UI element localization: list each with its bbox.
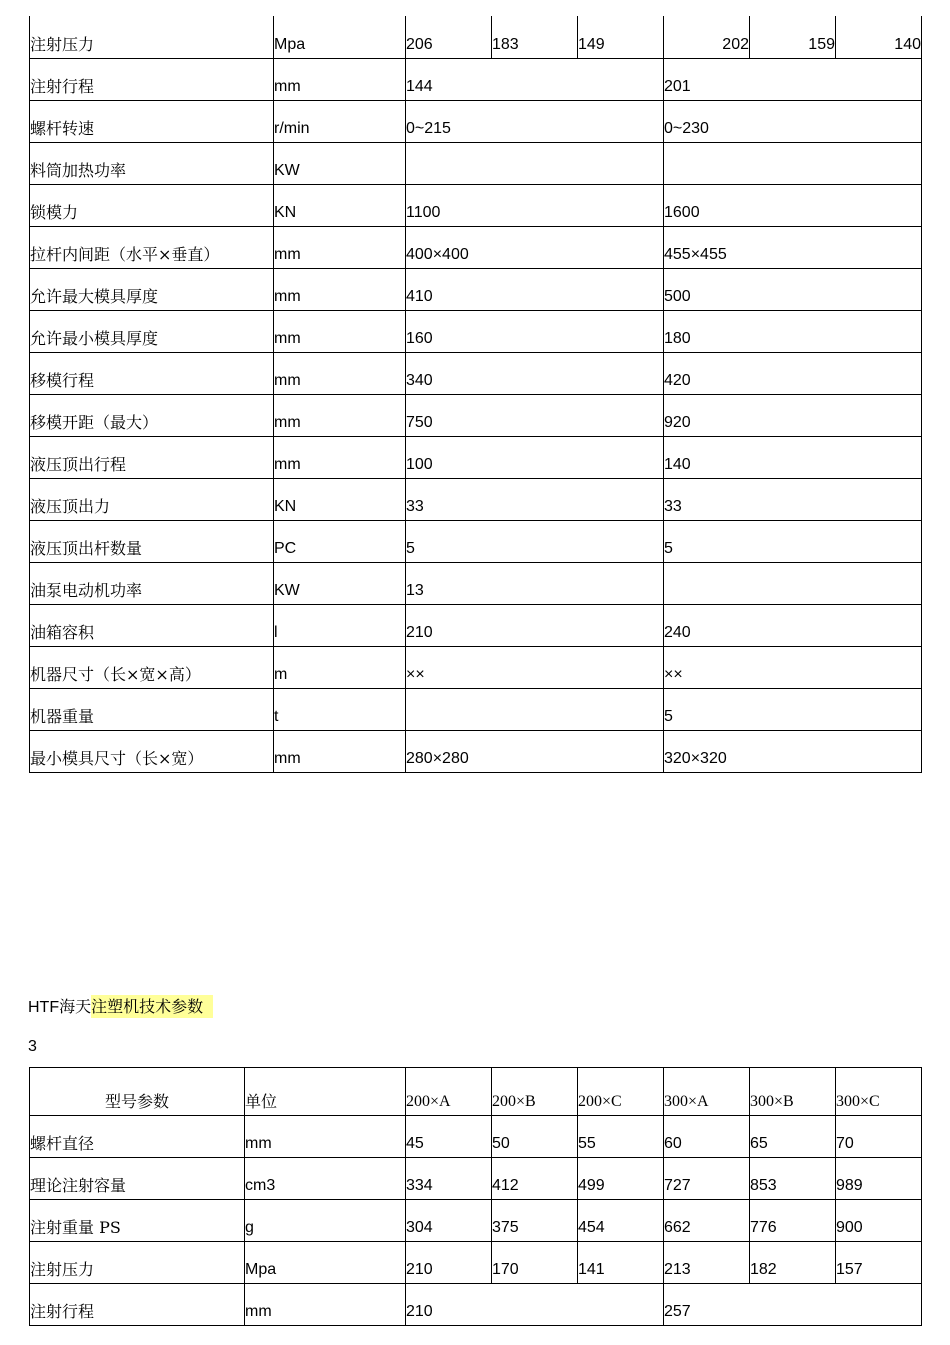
value-cell: 213 [664,1242,750,1284]
header-model-cell: 300×A [664,1068,750,1116]
value-cell: 33 [406,478,664,520]
table-row [30,142,922,184]
value-cell: 141 [578,1242,664,1284]
value-cell: 500 [664,268,922,310]
value-cell [664,562,922,604]
value-cell [664,142,922,184]
header-model-cell: 200×C [578,1068,664,1116]
page-number: 3 [28,1038,37,1055]
unit-cell: m [274,646,406,688]
value-cell: 334 [406,1158,492,1200]
param-cell: 允许最大模具厚度 [30,268,274,310]
value-cell: 340 [406,352,664,394]
value-cell: 144 [406,58,664,100]
unit-cell: mm [274,310,406,352]
table-row [30,646,922,688]
unit-cell: mm [245,1284,406,1326]
unit-cell: mm [274,436,406,478]
value-cell: 5 [406,520,664,562]
table-row [30,520,922,562]
value-cell: 50 [492,1116,578,1158]
unit-cell: cm3 [245,1158,406,1200]
value-cell: 45 [406,1116,492,1158]
value-cell: 662 [664,1200,750,1242]
value-cell: 920 [664,394,922,436]
unit-cell: mm [274,394,406,436]
header-model-cell: 300×C [836,1068,922,1116]
unit-cell: KW [274,142,406,184]
value-cell: 499 [578,1158,664,1200]
header-unit-cell: 单位 [245,1068,406,1116]
unit-cell: mm [274,58,406,100]
table-header-row [30,1068,922,1116]
unit-cell: KN [274,184,406,226]
value-cell: 180 [664,310,922,352]
value-cell: 13 [406,562,664,604]
value-cell: 304 [406,1200,492,1242]
value-cell: 412 [492,1158,578,1200]
value-cell: 5 [664,688,922,730]
unit-cell: l [274,604,406,646]
value-cell: ×× [664,646,922,688]
value-cell: 5 [664,520,922,562]
value-cell: 210 [406,1284,664,1326]
value-cell: 182 [750,1242,836,1284]
table-row [30,352,922,394]
unit-cell: mm [274,730,406,772]
value-cell: 420 [664,352,922,394]
table-row [30,184,922,226]
table-row [30,268,922,310]
unit-cell: KN [274,478,406,520]
unit-cell: PC [274,520,406,562]
unit-cell: Mpa [274,16,406,58]
unit-cell: Mpa [245,1242,406,1284]
title-prefix: HTF海天 [28,999,92,1016]
table-row [30,58,922,100]
value-cell: 0~230 [664,100,922,142]
header-param-cell: 型号参数 [30,1068,245,1116]
value-cell: 210 [406,1242,492,1284]
table-row [30,1242,922,1284]
param-cell: 移模行程 [30,352,274,394]
param-cell: 液压顶出行程 [30,436,274,478]
table-row [30,478,922,520]
value-cell: 320×320 [664,730,922,772]
header-model-cell: 200×A [406,1068,492,1116]
value-cell: 455×455 [664,226,922,268]
value-cell: 375 [492,1200,578,1242]
unit-cell: g [245,1200,406,1242]
param-cell: 注射压力 [30,1242,245,1284]
value-cell: 454 [578,1200,664,1242]
value-cell: 853 [750,1158,836,1200]
table-row [30,226,922,268]
table-row [30,604,922,646]
param-cell: 料筒加热功率 [30,142,274,184]
table-row [30,16,922,58]
param-cell: 螺杆直径 [30,1116,245,1158]
param-cell: 注射重量 PS [30,1200,245,1242]
header-model-cell: 300×B [750,1068,836,1116]
unit-cell: mm [274,226,406,268]
title-highlight: 注塑机技术参数 [91,995,213,1018]
value-cell: 65 [750,1116,836,1158]
value-cell: 280×280 [406,730,664,772]
value-cell: 900 [836,1200,922,1242]
value-cell: 202 [664,16,750,58]
value-cell: 70 [836,1116,922,1158]
value-cell: 989 [836,1158,922,1200]
value-cell: 400×400 [406,226,664,268]
param-cell: 油泵电动机功率 [30,562,274,604]
table-row [30,1200,922,1242]
param-cell: 锁模力 [30,184,274,226]
param-cell: 理论注射容量 [30,1158,245,1200]
table-row [30,1284,922,1326]
value-cell: 159 [750,16,836,58]
value-cell: 750 [406,394,664,436]
param-cell: 机器尺寸（长×宽×高） [30,646,274,688]
value-cell: 55 [578,1116,664,1158]
value-cell: 160 [406,310,664,352]
param-cell: 最小模具尺寸（长×宽） [30,730,274,772]
unit-cell: KW [274,562,406,604]
param-cell: 液压顶出力 [30,478,274,520]
value-cell: 257 [664,1284,922,1326]
value-cell: 0~215 [406,100,664,142]
unit-cell: r/min [274,100,406,142]
param-cell: 液压顶出杆数量 [30,520,274,562]
table-row [30,562,922,604]
unit-cell: t [274,688,406,730]
param-cell: 移模开距（最大） [30,394,274,436]
value-cell: 170 [492,1242,578,1284]
param-cell: 允许最小模具厚度 [30,310,274,352]
value-cell: 140 [836,16,922,58]
param-cell: 拉杆内间距（水平×垂直） [30,226,274,268]
table-row [30,394,922,436]
section-title [28,994,213,1017]
unit-cell: mm [274,352,406,394]
value-cell: 727 [664,1158,750,1200]
value-cell: 206 [406,16,492,58]
value-cell: 410 [406,268,664,310]
table-row [30,100,922,142]
value-cell: 100 [406,436,664,478]
table-row [30,1158,922,1200]
table-row [30,436,922,478]
param-cell: 油箱容积 [30,604,274,646]
value-cell: ×× [406,646,664,688]
value-cell: 183 [492,16,578,58]
param-cell: 螺杆转速 [30,100,274,142]
table-row [30,1116,922,1158]
param-cell: 注射行程 [30,58,274,100]
param-cell: 机器重量 [30,688,274,730]
table-row [30,310,922,352]
param-cell: 注射行程 [30,1284,245,1326]
parameters-table-2 [29,1067,922,1326]
value-cell [406,688,664,730]
param-cell: 注射压力 [30,16,274,58]
unit-cell: mm [245,1116,406,1158]
table-row [30,688,922,730]
value-cell: 1100 [406,184,664,226]
unit-cell: mm [274,268,406,310]
table-row [30,730,922,772]
value-cell: 1600 [664,184,922,226]
parameters-table-1 [29,16,922,773]
value-cell: 201 [664,58,922,100]
value-cell: 240 [664,604,922,646]
value-cell: 33 [664,478,922,520]
value-cell: 776 [750,1200,836,1242]
value-cell: 210 [406,604,664,646]
value-cell [406,142,664,184]
value-cell: 60 [664,1116,750,1158]
value-cell: 140 [664,436,922,478]
value-cell: 149 [578,16,664,58]
value-cell: 157 [836,1242,922,1284]
header-model-cell: 200×B [492,1068,578,1116]
